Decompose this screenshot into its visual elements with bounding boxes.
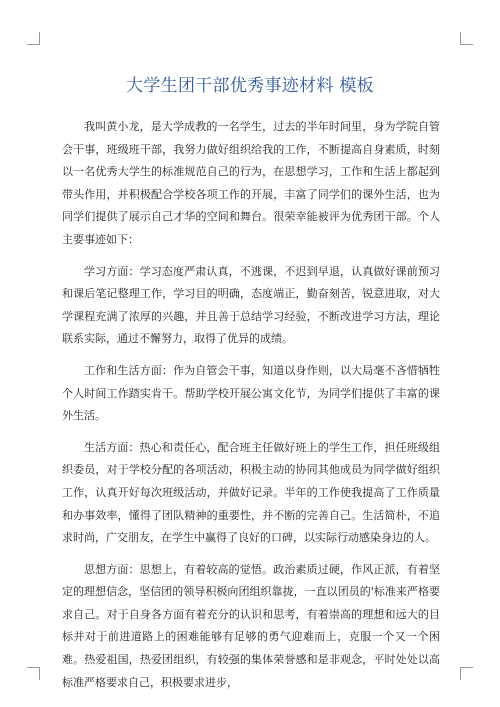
paragraph-thought: 思想方面：思想上，有着较高的觉悟。政治素质过硬，作风正派，有着坚定的理想信念，坚信团的领导积极向团组织靠拢，一直以团员的'标准来严格要求自己。对于自身各方面有着充分的认识和思考，有着崇高的理想和远大的目标并对于前进道路上的困难能够有足够的勇气迎难而上，克服一个又一个困难。热爱祖国，热爱团组织，有较强的集体荣誉感和是非观念，平时处处以高标准严格要求自己，积极要求进步， xyxy=(62,562,440,689)
paragraph-intro: 我叫黄小龙，是大学成教的一名学生，过去的半年时间里，身为学院自管会干事，班级班干部，我努力做好组织给我的工作，不断提高自身素质，时刻以一名优秀大学生的标准规范自己的行为，在思想学习，工作和生活上都起到带头作用，并积极配合学校各项工作的开展，丰富了同学们的课外生活，也为同学们提供了展示自己才华的空间和舞台。很荣幸能被评为优秀团干部。个人主要事迹如下： xyxy=(62,120,440,246)
document-title: 大学生团干部优秀事迹材料 模板 xyxy=(126,76,374,97)
paragraph-study: 学习方面：学习态度严肃认真，不逃课，不迟到早退，认真做好课前预习和课后笔记整理工作，学习目的明确，态度端正，勤奋刻苦，锐意进取，对大学课程充满了浓厚的兴趣，并且善于总结学习经验，不断改进学习方法，理论联系实际，通过不懈努力，取得了优异的成绩。 xyxy=(62,264,440,346)
crop-mark-top-right xyxy=(460,32,473,45)
crop-mark-bottom-right xyxy=(460,667,473,680)
document-body xyxy=(62,116,440,694)
crop-mark-top-left xyxy=(27,32,40,45)
paragraph-life: 生活方面：热心和责任心，配合班主任做好班上的学生工作，担任班级组织委员，对于学校分配的各项活动，积极主动的协同其他成员为同学做好组织工作，认真开好每次班级活动，并做好记录。半年的工作使我提高了工作质量和办事效率，懂得了团队精神的重要性，并不断的完善自己。生活简朴，不追求时尚，广交朋友，在学生中赢得了良好的口碑，以实际行动感染身边的人。 xyxy=(62,440,440,545)
paragraph-work: 工作和生活方面：作为自管会干事，知道以身作则，以大局毫不吝惜牺牲个人时间工作踏实肯干。帮助学校开展公寓文化节，为同学们提供了丰富的课外生活。 xyxy=(62,363,440,423)
crop-mark-bottom-left xyxy=(27,667,40,680)
